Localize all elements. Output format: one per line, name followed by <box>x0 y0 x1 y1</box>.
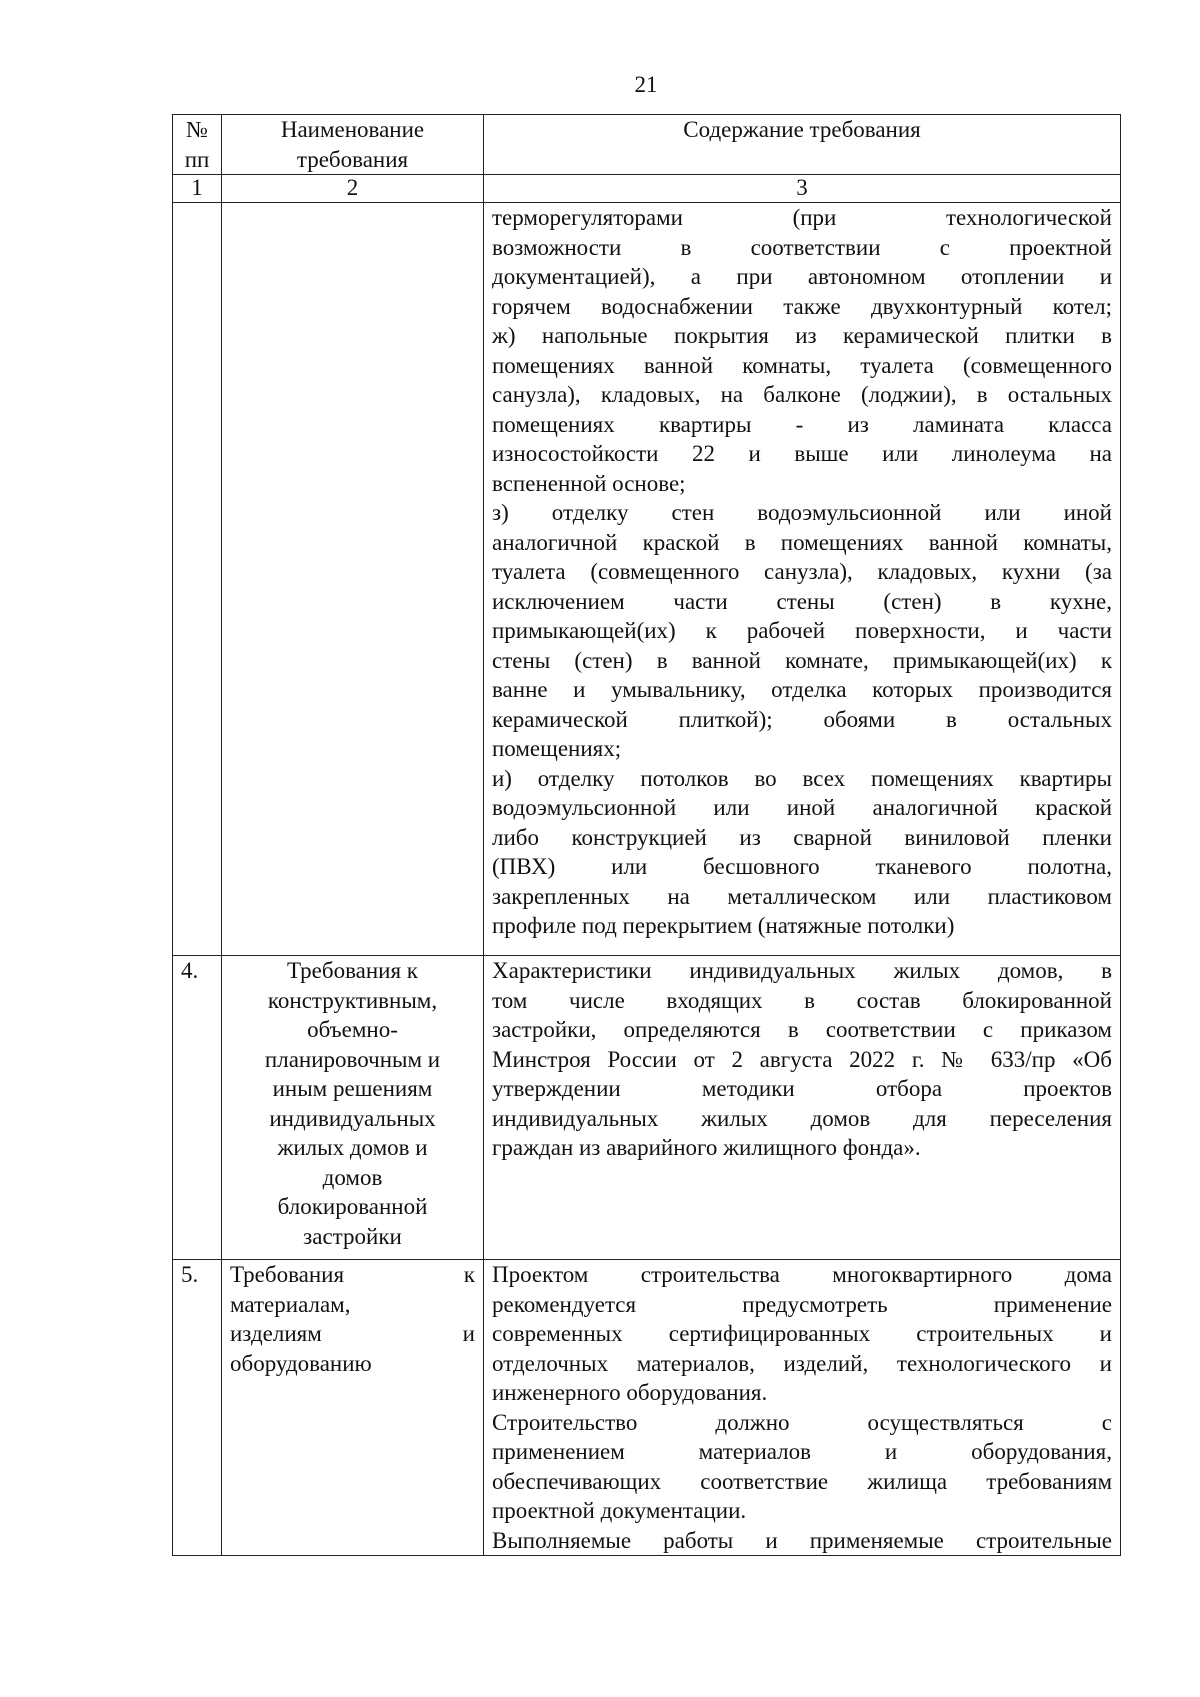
header-number-line: пп <box>184 146 210 172</box>
text-line: аналогичной краской в помещениях ванной комнаты, <box>492 529 1112 555</box>
text-line: индивидуальных <box>269 1105 436 1131</box>
text-line: отделочных материалов, изделий, технологического и <box>492 1350 1112 1376</box>
text-line: износостойкости 22 и выше или линолеума на <box>492 441 1112 466</box>
header-number-cell <box>173 115 222 175</box>
text-line: Выполняемые работы и применяемые строительные <box>492 1527 1112 1553</box>
text-line: материалам, <box>230 1291 351 1317</box>
row-number: 4. <box>173 956 222 1260</box>
text-line: застройки <box>303 1223 402 1249</box>
text-line: оборудованию <box>230 1350 372 1376</box>
text-line: индивидуальных жилых домов для переселения <box>492 1105 1112 1131</box>
row-content-cell <box>484 1260 1121 1556</box>
row-name-cell <box>222 1260 484 1556</box>
table-row <box>173 1260 1121 1556</box>
continuation-content-cell <box>484 203 1121 956</box>
continuation-number-cell <box>173 203 222 956</box>
text-line: помещениях ванной комнаты, туалета (совмещенного <box>492 352 1112 378</box>
text-line: жилых домов и <box>277 1135 428 1160</box>
header-name-line: требования <box>296 146 409 172</box>
text-line: примыкающей(их) к рабочей поверхности, и части <box>492 618 1112 643</box>
text-line: блокированной <box>277 1194 428 1219</box>
text-line: Характеристики индивидуальных жилых домов, в <box>492 958 1112 983</box>
continuation-name-cell <box>222 203 484 956</box>
text-line: рекомендуется предусмотреть применение <box>492 1291 1112 1317</box>
text-line: ж) напольные покрытия из керамической плитки в <box>492 323 1112 348</box>
text-line: закрепленных на металлическом или пластиковом <box>492 883 1112 909</box>
text-line: ванне и умывальнику, отделка которых производится <box>492 677 1112 702</box>
continuation-row <box>173 203 1121 956</box>
header-content-cell <box>484 115 1121 175</box>
text-line: помещениях квартиры - из ламината класса <box>492 411 1112 437</box>
text-line: санузла), кладовых, на балконе (лоджии), в остальных <box>492 382 1112 407</box>
text-line: обеспечивающих соответствие жилища требованиям <box>492 1468 1112 1494</box>
header-name-cell <box>222 115 484 175</box>
header-number-line: № <box>186 117 208 142</box>
text-line: либо конструкцией из сварной виниловой пленки <box>492 824 1112 850</box>
text-line: возможности в соответствии с проектной <box>492 234 1112 260</box>
row-content-cell <box>484 956 1121 1260</box>
text-line: проектной документации. <box>492 1498 747 1523</box>
text-line: Требования к <box>230 1262 475 1287</box>
text-line: керамической плиткой); обоями в остальных <box>492 706 1112 732</box>
page-number: 21 <box>634 72 658 97</box>
text-line: Строительство должно осуществляться с <box>492 1409 1112 1435</box>
text-line: вспененной основе; <box>492 470 686 496</box>
row-number: 5. <box>173 1260 222 1556</box>
text-line: застройки, определяются в соответствии с приказом <box>492 1017 1112 1042</box>
text-line: применением материалов и оборудования, <box>492 1439 1112 1464</box>
text-line: стены (стен) в ванной комнате, примыкающей(их) к <box>492 647 1112 673</box>
text-line: том числе входящих в состав блокированной <box>492 987 1112 1013</box>
row-name-cell <box>222 956 484 1260</box>
table-header-row <box>173 115 1121 175</box>
header-content-label: Содержание требования <box>683 117 921 142</box>
column-index-cell: 2 <box>222 175 484 203</box>
text-line: з) отделку стен водоэмульсионной или иной <box>492 500 1112 525</box>
text-line: объемно- <box>307 1017 398 1042</box>
text-line: иным решениям <box>272 1076 433 1101</box>
text-line: профиле под перекрытием (натяжные потолки) <box>492 913 955 938</box>
text-line: конструктивным, <box>267 987 438 1013</box>
text-line: терморегуляторами (при технологической <box>492 205 1112 230</box>
text-line: помещениях; <box>492 736 622 761</box>
text-line: современных сертифицированных строительных и <box>492 1321 1112 1346</box>
header-name-line: Наименование <box>280 117 425 142</box>
column-index-cell: 1 <box>173 175 222 203</box>
text-line: исключением части стены (стен) в кухне, <box>492 588 1112 614</box>
text-line: Проектом строительства многоквартирного дома <box>492 1262 1112 1287</box>
text-line: утверждении методики отбора проектов <box>492 1076 1112 1101</box>
text-line: водоэмульсионной или иной аналогичной краской <box>492 795 1112 820</box>
text-line: Минстроя России от 2 августа 2022 г. № 633/пр «Об <box>492 1046 1112 1072</box>
text-line: и) отделку потолков во всех помещениях квартиры <box>492 765 1112 791</box>
table-row <box>173 956 1121 1260</box>
text-line: инженерного оборудования. <box>492 1380 768 1405</box>
text-line: документацией), а при автономном отоплении и <box>492 264 1112 289</box>
column-index-cell: 3 <box>484 175 1121 203</box>
requirements-table <box>172 114 1121 1556</box>
text-line: горячем водоснабжении также двухконтурный котел; <box>492 293 1112 319</box>
column-index-row <box>173 175 1121 203</box>
text-line: Требования к <box>287 958 418 983</box>
text-line: планировочным и <box>264 1046 441 1072</box>
text-line: (ПВХ) или бесшовного тканевого полотна, <box>492 854 1112 879</box>
text-line: изделиям и <box>230 1321 475 1346</box>
text-line: граждан из аварийного жилищного фонда». <box>492 1135 921 1160</box>
text-line: туалета (совмещенного санузла), кладовых, кухни (за <box>492 559 1112 584</box>
text-line: домов <box>322 1164 383 1190</box>
